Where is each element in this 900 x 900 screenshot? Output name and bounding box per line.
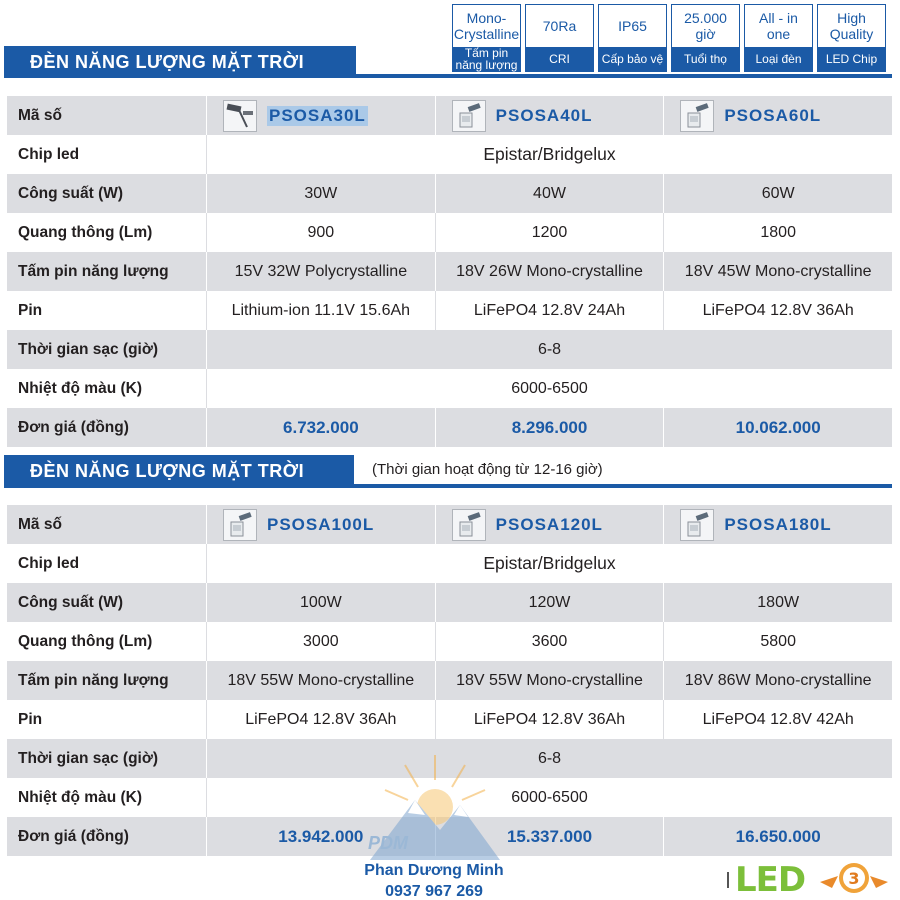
row-label: Chip led bbox=[18, 554, 80, 572]
row-label: Thời gian sạc (giờ) bbox=[18, 340, 159, 358]
panel-value: 18V 55W Mono-crystalline bbox=[435, 661, 664, 700]
section-divider bbox=[4, 484, 892, 488]
power-value: 30W bbox=[206, 174, 435, 213]
watermark-logo-icon bbox=[360, 745, 510, 875]
row-panel bbox=[7, 661, 892, 700]
charge-value: 6-8 bbox=[206, 739, 892, 778]
watermark-text: PDM bbox=[368, 833, 408, 853]
feature-type bbox=[744, 4, 813, 72]
row-label: Đơn giá (đồng) bbox=[18, 418, 129, 436]
feature-panel bbox=[452, 4, 521, 72]
model-name: PSOSA180L bbox=[724, 514, 832, 534]
section-divider bbox=[4, 74, 892, 78]
row-power bbox=[7, 583, 892, 622]
logo-divider bbox=[727, 872, 729, 888]
lumen-value: 5800 bbox=[663, 622, 892, 661]
solar-panel-light-icon bbox=[452, 509, 486, 541]
color-temp-value: 6000-6500 bbox=[206, 778, 892, 817]
row-model bbox=[7, 505, 892, 544]
lumen-value: 3600 bbox=[435, 622, 664, 661]
row-panel bbox=[7, 252, 892, 291]
row-chip bbox=[7, 135, 892, 174]
chip-value: Epistar/Bridgelux bbox=[206, 544, 892, 583]
model-cell bbox=[435, 505, 664, 544]
row-charge bbox=[7, 330, 892, 369]
battery-value: LiFePO4 12.8V 42Ah bbox=[663, 700, 892, 739]
feature-label: Cấp bảo vệ bbox=[599, 47, 666, 71]
row-label: Thời gian sạc (giờ) bbox=[18, 749, 159, 767]
price-value: 16.650.000 bbox=[663, 817, 892, 856]
battery-value: LiFePO4 12.8V 36Ah bbox=[435, 700, 664, 739]
row-label: Tấm pin năng lượng bbox=[18, 671, 169, 689]
feature-label: Tuổi thọ bbox=[672, 47, 739, 71]
led-logo bbox=[727, 860, 805, 900]
section-title: ĐÈN NĂNG LƯỢNG MẶT TRỜI bbox=[4, 455, 354, 487]
power-value: 180W bbox=[663, 583, 892, 622]
contact-name: Phan Dương Minh bbox=[364, 862, 504, 879]
price-value: 8.296.000 bbox=[435, 408, 664, 447]
solar-panel-light-icon bbox=[452, 100, 486, 132]
feature-label: CRI bbox=[526, 47, 593, 71]
row-label: Công suất (W) bbox=[18, 593, 124, 611]
feature-label: LED Chip bbox=[818, 47, 885, 71]
model-name: PSOSA30L bbox=[269, 105, 366, 125]
feature-value: 70Ra bbox=[542, 18, 577, 34]
row-chip bbox=[7, 544, 892, 583]
row-battery bbox=[7, 700, 892, 739]
panel-value: 18V 55W Mono-crystalline bbox=[206, 661, 435, 700]
feature-chip bbox=[817, 4, 886, 72]
row-price bbox=[7, 408, 892, 447]
price-value: 13.942.000 bbox=[206, 817, 435, 856]
price-value: 10.062.000 bbox=[663, 408, 892, 447]
lumen-value: 1200 bbox=[435, 213, 664, 252]
battery-value: Lithium-ion 11.1V 15.6Ah bbox=[206, 291, 435, 330]
panel-value: 15V 32W Polycrystalline bbox=[206, 252, 435, 291]
solar-panel-light-icon bbox=[223, 509, 257, 541]
row-label: Nhiệt độ màu (K) bbox=[18, 379, 142, 397]
feature-value: All - in one bbox=[759, 10, 798, 42]
operating-time-note: (Thời gian hoạt động từ 12-16 giờ) bbox=[372, 461, 603, 478]
model-name: PSOSA60L bbox=[724, 105, 822, 125]
model-name: PSOSA40L bbox=[495, 105, 593, 125]
row-model bbox=[7, 96, 892, 135]
row-label: Nhiệt độ màu (K) bbox=[18, 788, 142, 806]
battery-value: LiFePO4 12.8V 36Ah bbox=[206, 700, 435, 739]
row-label: Đơn giá (đồng) bbox=[18, 827, 129, 845]
model-cell bbox=[206, 505, 435, 544]
solar-panel-light-icon bbox=[680, 509, 714, 541]
lumen-value: 1800 bbox=[663, 213, 892, 252]
model-cell bbox=[663, 96, 892, 135]
contact-phone: 0937 967 269 bbox=[385, 883, 483, 900]
lumen-value: 3000 bbox=[206, 622, 435, 661]
model-cell bbox=[435, 96, 664, 135]
lumen-value: 900 bbox=[206, 213, 435, 252]
price-value: 6.732.000 bbox=[206, 408, 435, 447]
battery-value: LiFePO4 12.8V 36Ah bbox=[663, 291, 892, 330]
feature-cri bbox=[525, 4, 594, 72]
charge-value: 6-8 bbox=[206, 330, 892, 369]
solar-panel-light-icon bbox=[680, 100, 714, 132]
row-label: Chip led bbox=[18, 145, 80, 163]
row-lumen bbox=[7, 213, 892, 252]
model-name: PSOSA120L bbox=[495, 514, 603, 534]
row-label: Quang thông (Lm) bbox=[18, 223, 153, 241]
feature-value: Mono-Crystalline bbox=[453, 10, 520, 42]
row-power bbox=[7, 174, 892, 213]
power-value: 40W bbox=[435, 174, 664, 213]
solar-street-light-icon bbox=[223, 100, 257, 132]
warranty-badge-icon bbox=[818, 858, 890, 898]
power-value: 60W bbox=[663, 174, 892, 213]
feature-value: 25.000 giờ bbox=[684, 10, 727, 42]
row-lumen bbox=[7, 622, 892, 661]
row-label: Mã số bbox=[18, 106, 62, 124]
feature-value: IP65 bbox=[618, 18, 647, 34]
row-label: Pin bbox=[18, 301, 43, 319]
row-label: Pin bbox=[18, 710, 43, 728]
chip-value: Epistar/Bridgelux bbox=[206, 135, 892, 174]
row-label: Công suất (W) bbox=[18, 184, 124, 202]
led-logo-text: LED bbox=[735, 860, 806, 900]
feature-label: Tấm pin năng lượng bbox=[453, 47, 520, 71]
row-label: Mã số bbox=[18, 515, 62, 533]
price-value: 15.337.000 bbox=[435, 817, 664, 856]
row-label: Tấm pin năng lượng bbox=[18, 262, 169, 280]
panel-value: 18V 45W Mono-crystalline bbox=[663, 252, 892, 291]
section-title: ĐÈN NĂNG LƯỢNG MẶT TRỜI bbox=[4, 46, 356, 78]
spec-table-1 bbox=[7, 96, 892, 447]
row-battery bbox=[7, 291, 892, 330]
battery-value: LiFePO4 12.8V 24Ah bbox=[435, 291, 664, 330]
feature-value: High Quality bbox=[829, 10, 874, 42]
model-name: PSOSA100L bbox=[267, 514, 375, 534]
feature-badges bbox=[452, 4, 886, 72]
power-value: 100W bbox=[206, 583, 435, 622]
feature-label: Loại đèn bbox=[745, 47, 812, 71]
feature-ip bbox=[598, 4, 667, 72]
feature-lifetime bbox=[671, 4, 740, 72]
panel-value: 18V 86W Mono-crystalline bbox=[663, 661, 892, 700]
badge-number: 3 bbox=[848, 869, 860, 888]
power-value: 120W bbox=[435, 583, 664, 622]
model-cell bbox=[206, 96, 435, 135]
row-label: Quang thông (Lm) bbox=[18, 632, 153, 650]
row-color-temp bbox=[7, 369, 892, 408]
model-cell bbox=[663, 505, 892, 544]
panel-value: 18V 26W Mono-crystalline bbox=[435, 252, 664, 291]
color-temp-value: 6000-6500 bbox=[206, 369, 892, 408]
